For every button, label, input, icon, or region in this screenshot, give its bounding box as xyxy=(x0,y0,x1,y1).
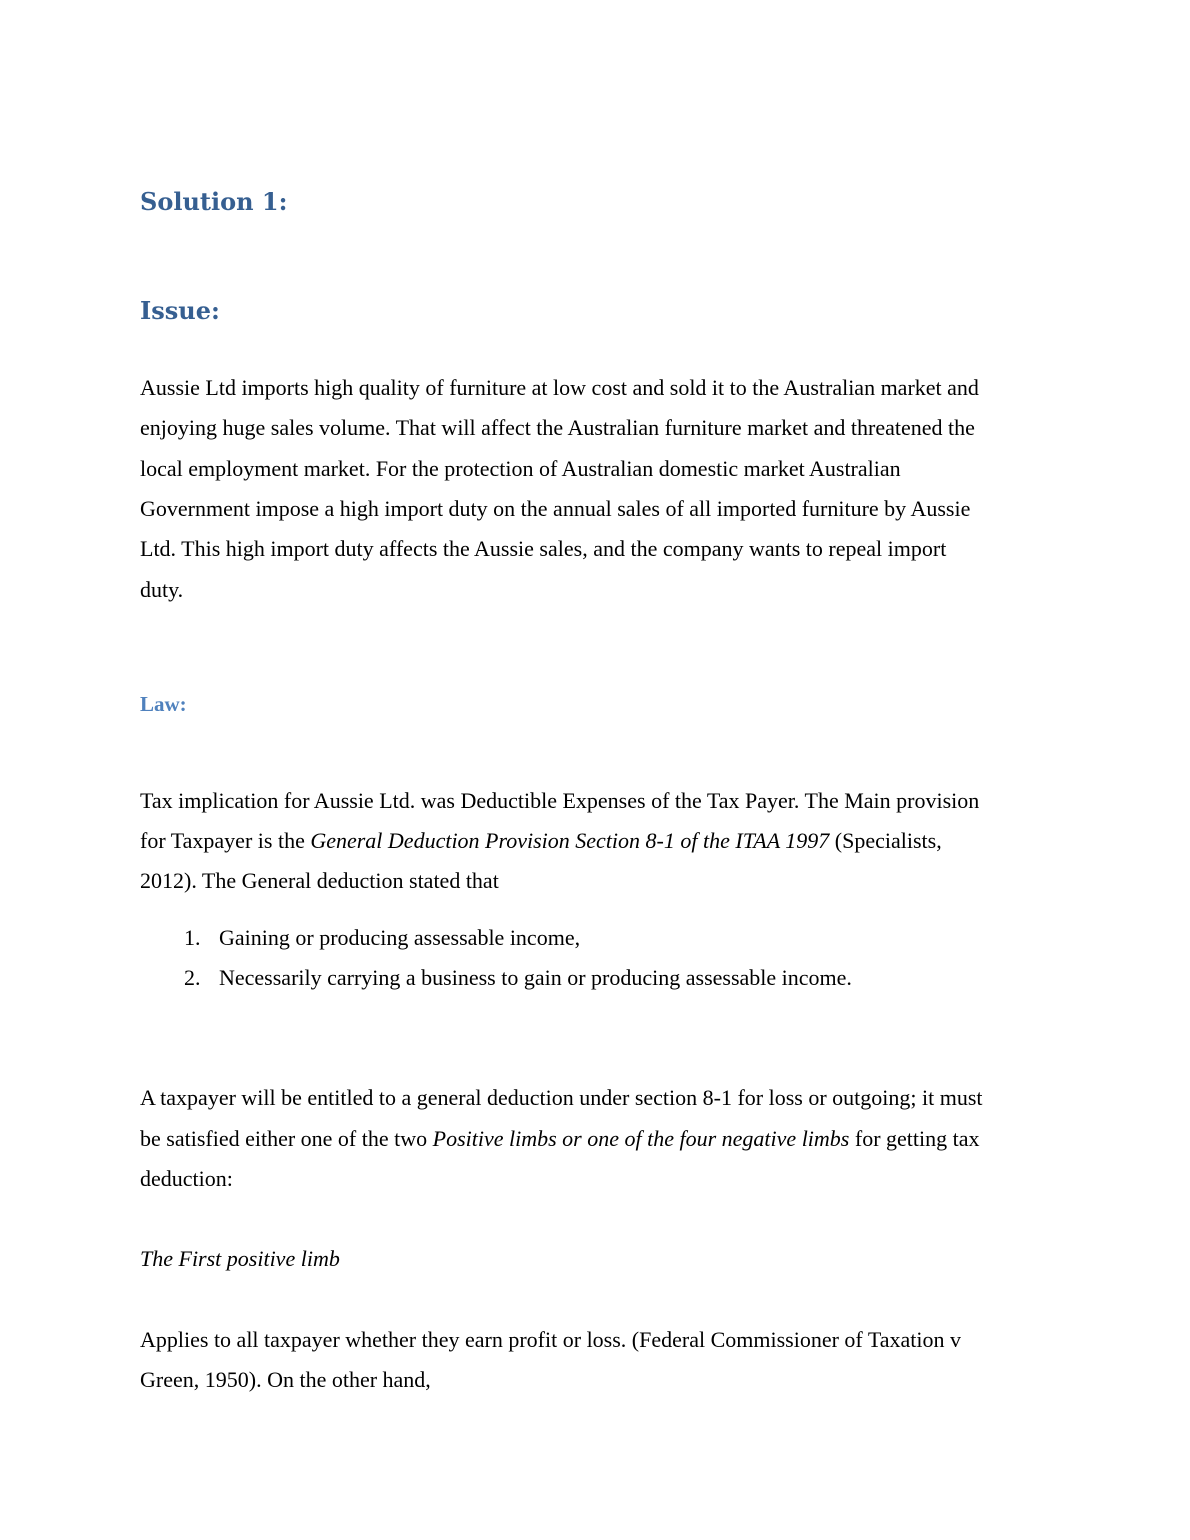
list-item-number: 2. xyxy=(184,965,201,990)
issue-line-2: enjoying huge sales volume. That will affect the Australian furniture market and threatened the xyxy=(140,415,975,440)
list-item-text: Gaining or producing assessable income, xyxy=(219,925,581,950)
taxpayer-line-2-text: be satisfied either one of the two xyxy=(140,1126,433,1151)
issue-line-1: Aussie Ltd imports high quality of furniture at low cost and sold it to the Australian market and xyxy=(140,375,979,400)
issue-line-3: local employment market. For the protection of Australian domestic market Australian xyxy=(140,456,901,481)
law-line-2-text: for Taxpayer is the xyxy=(140,828,311,853)
issue-line-5: Ltd. This high import duty affects the Aussie sales, and the company wants to repeal import xyxy=(140,536,947,561)
taxpayer-line-3: deduction: xyxy=(140,1166,233,1191)
law-line-2-citation: (Specialists, xyxy=(829,828,942,853)
list-item-number: 1. xyxy=(184,925,201,950)
law-line-1: Tax implication for Aussie Ltd. was Deductible Expenses of the Tax Payer. The Main provision xyxy=(140,788,980,813)
law-heading: Law: xyxy=(140,692,187,716)
applies-line-2: Green, 1950). On the other hand, xyxy=(140,1367,431,1392)
taxpayer-line-1: A taxpayer will be entitled to a general deduction under section 8-1 for loss or outgoing; it must xyxy=(140,1085,983,1110)
first-positive-limb-heading: The First positive limb xyxy=(140,1246,340,1271)
section-reference: General Deduction Provision Section 8-1 of the ITAA 1997 xyxy=(310,828,830,853)
solution-heading: Solution 1: xyxy=(140,187,288,216)
issue-heading: Issue: xyxy=(140,296,220,325)
issue-line-6: duty. xyxy=(140,577,184,602)
limbs-emphasis: Positive limbs or one of the four negative limbs xyxy=(432,1126,850,1151)
taxpayer-line-2-end: for getting tax xyxy=(849,1126,980,1151)
applies-line-1: Applies to all taxpayer whether they earn profit or loss. (Federal Commissioner of Taxation v xyxy=(140,1327,962,1352)
list-item-text: Necessarily carrying a business to gain or producing assessable income. xyxy=(219,965,852,990)
law-line-2 xyxy=(140,828,942,854)
issue-line-4: Government impose a high import duty on the annual sales of all imported furniture by Aussie xyxy=(140,496,971,521)
taxpayer-line-2 xyxy=(140,1126,980,1152)
law-line-3: 2012). The General deduction stated that xyxy=(140,868,499,893)
